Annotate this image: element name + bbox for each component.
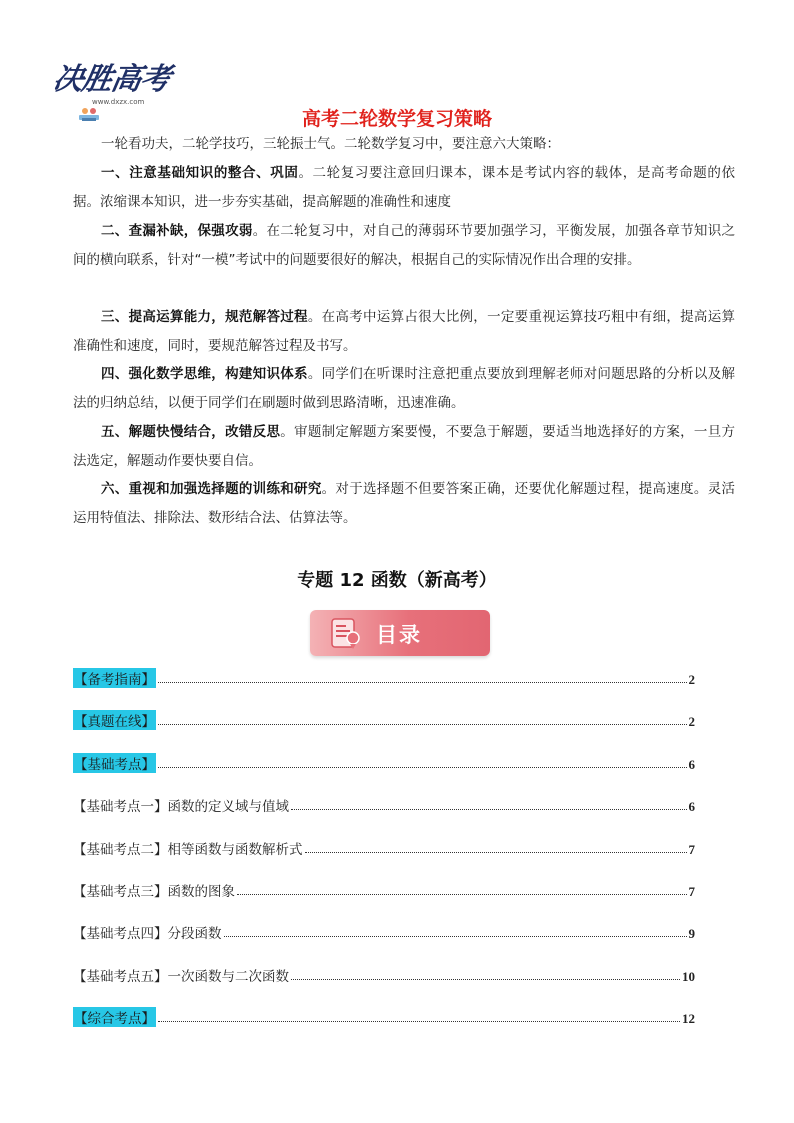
- toc-banner-label: 目录: [376, 623, 422, 647]
- strategy-item-5: [73, 418, 735, 475]
- strategy-item-6: [73, 475, 735, 532]
- toc-entry-page: 7: [688, 842, 695, 857]
- toc-entry-basic-point-2[interactable]: [73, 834, 695, 858]
- toc-entry-page: 2: [688, 714, 695, 729]
- toc-leader-dots: [158, 681, 687, 683]
- document-badge-icon: [328, 616, 362, 650]
- toc-entry-page: 2: [688, 672, 695, 687]
- logo-subtext: www.dxzx.com: [92, 98, 145, 106]
- toc-entry-ji-chu-kao-dian[interactable]: [73, 749, 695, 773]
- toc-banner: [310, 610, 490, 656]
- toc-entry-bei-kao-zhi-nan[interactable]: [73, 664, 695, 688]
- toc-leader-dots: [291, 978, 680, 980]
- strategy-item-2-body: 。在二轮复习中，对自己的薄弱环节要加强学习，平衡发展，加强各章节知识之间的横向联系，针对“一模”考试中的问题要很好的解决，根据自己的实际情况作出合理的安排。: [73, 223, 736, 268]
- toc-entry-basic-point-3[interactable]: [73, 876, 695, 900]
- toc-entry-basic-point-1[interactable]: [73, 791, 695, 815]
- toc-entry-page: 10: [682, 969, 695, 984]
- strategy-item-6-head: 六、重视和加强选择题的训练和研究: [101, 481, 322, 497]
- strategy-item-4-head: 四、强化数学思维，构建知识体系: [101, 366, 308, 382]
- toc-entry-basic-point-4[interactable]: [73, 918, 695, 942]
- strategy-item-1-head: 一、注意基础知识的整合、巩固: [101, 165, 299, 181]
- toc-entry-label: 【基础考点一】函数的定义域与值域: [73, 799, 289, 815]
- strategy-intro: 一轮看功夫，二轮学技巧，三轮振士气。二轮数学复习中，要注意六大策略：: [101, 136, 560, 152]
- toc-leader-dots: [224, 935, 687, 937]
- strategy-item-5-head: 五、解题快慢结合，改错反思: [101, 424, 281, 440]
- toc-entry-zong-he-kao-dian[interactable]: [73, 1003, 695, 1027]
- toc-entry-label: 【基础考点三】函数的图象: [73, 884, 235, 900]
- toc-entry-label: 【基础考点四】分段函数: [73, 926, 222, 942]
- toc-entry-basic-point-5[interactable]: [73, 961, 695, 985]
- toc-entry-page: 6: [688, 799, 695, 814]
- toc-entry-label: 【备考指南】: [73, 668, 156, 688]
- strategy-item-2: [73, 217, 735, 274]
- toc-entry-label: 【真题在线】: [73, 710, 156, 730]
- toc-entry-label: 【基础考点二】相等函数与函数解析式: [73, 842, 303, 858]
- strategy-item-4-body: 。同学们在听课时注意把重点要放到理解老师对问题思路的分析以及解法的归纳总结，以便于同学们在刷题时做到思路清晰，迅速准确。: [73, 366, 736, 411]
- toc-entry-label: 【基础考点五】一次函数与二次函数: [73, 969, 289, 985]
- logo-text: 决胜高考: [50, 62, 173, 97]
- strategy-item-3-body: 。在高考中运算占很大比例，一定要重视运算技巧粗中有细，提高运算准确性和速度，同时，要规范解答过程及书写。: [73, 309, 736, 354]
- toc-entry-label: 【综合考点】: [73, 1007, 156, 1027]
- strategy-item-2-head: 二、查漏补缺，保强攻弱: [101, 223, 253, 239]
- strategy-item-3: [73, 303, 735, 360]
- toc-leader-dots: [158, 1020, 680, 1022]
- toc-entry-page: 6: [688, 757, 695, 772]
- strategy-item-6-body: 。对于选择题不但要答案正确，还要优化解题过程，提高速度。灵活运用特值法、排除法、数形结合法、估算法等。: [73, 481, 736, 526]
- strategy-item-4: [73, 360, 735, 417]
- toc-leader-dots: [158, 723, 687, 725]
- toc-leader-dots: [291, 808, 687, 810]
- toc-entry-zhen-ti-zai-xian[interactable]: [73, 706, 695, 730]
- strategy-title: 高考二轮数学复习策略: [301, 108, 492, 130]
- toc-leader-dots: [158, 766, 687, 768]
- strategy-item-5-body: 。审题制定解题方案要慢，不要急于解题，要适当地选择好的方案，一旦方法选定，解题动作要快要自信。: [73, 424, 736, 469]
- toc-entry-page: 12: [682, 1011, 695, 1026]
- toc-entry-page: 7: [688, 884, 695, 899]
- toc-entry-page: 9: [688, 926, 695, 941]
- strategy-item-3-head: 三、提高运算能力，规范解答过程: [101, 309, 308, 325]
- strategy-item-1-body: 。二轮复习要注意回归课本，课本是考试内容的载体，是高考命题的依据。浓缩课本知识，进一步夯实基础，提高解题的准确性和速度: [73, 165, 736, 210]
- strategy-item-1: [73, 159, 735, 216]
- toc-entry-label: 【基础考点】: [73, 753, 156, 773]
- topic-title: 专题 12 函数（新高考）: [297, 570, 497, 591]
- toc-leader-dots: [305, 851, 687, 853]
- toc-leader-dots: [237, 893, 687, 895]
